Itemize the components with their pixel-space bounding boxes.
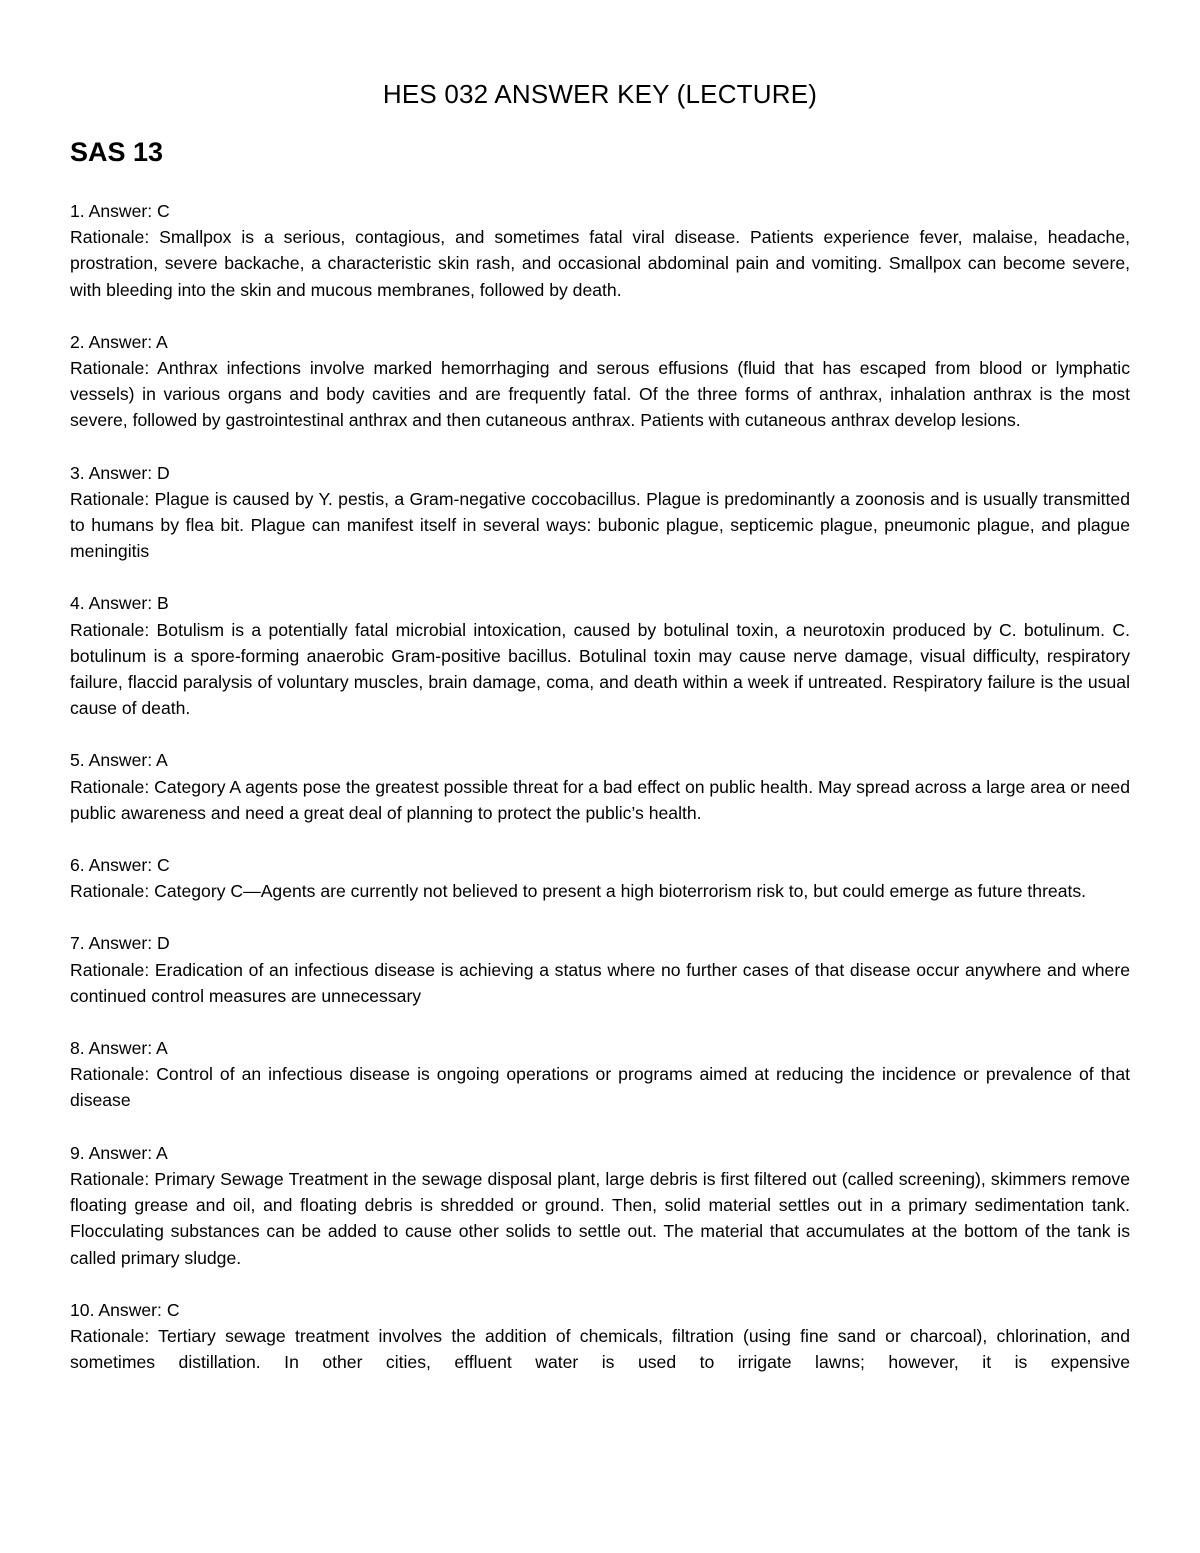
answer-item-5: [70, 747, 1130, 826]
answer-line: 7. Answer: D: [70, 933, 170, 954]
answer-line: 10. Answer: C: [70, 1299, 180, 1320]
answer-item-7: [70, 930, 1130, 1009]
rationale-text: Rationale: Control of an infectious disease is ongoing operations or programs aimed at reducing the incidence or prevalence of that disease: [70, 1064, 1130, 1111]
answer-item-8: [70, 1035, 1130, 1114]
answer-item-1: [70, 198, 1130, 303]
answer-line: 8. Answer: A: [70, 1038, 168, 1059]
answer-line: 4. Answer: B: [70, 593, 169, 614]
rationale-text: Rationale: Botulism is a potentially fatal microbial intoxication, caused by botulinal toxin, a neurotoxin produced by C. botulinum. C. botulinum is a spore-forming anaerobic Gram-positive bacillus. Botulinal toxin may cause nerve damage, visual difficulty, respiratory failure, flaccid paralysis of voluntary muscles, brain damage, coma, and death within a week if untreated. Respiratory failure is the usual cause of death.: [70, 619, 1130, 719]
answer-line: 2. Answer: A: [70, 331, 168, 352]
rationale-text: Rationale: Plague is caused by Y. pestis, a Gram-negative coccobacillus. Plague is predominantly a zoonosis and is usually transmitted to humans by flea bit. Plague can manifest itself in several ways: bubonic plague, septicemic plague, pneumonic plague, and plague meningitis: [70, 488, 1130, 562]
answer-item-4: [70, 590, 1130, 721]
rationale-text: Rationale: Category A agents pose the greatest possible threat for a bad effect on public health. May spread across a large area or need public awareness and need a great deal of planning to protect the public’s health.: [70, 776, 1130, 823]
answer-line: 1. Answer: C: [70, 201, 170, 221]
document-page: [70, 78, 1130, 1401]
answer-item-10: [70, 1297, 1130, 1376]
rationale-text: Rationale: Category C—Agents are currently not believed to present a high bioterrorism risk to, but could emerge as future threats.: [70, 881, 1087, 902]
document-title: HES 032 ANSWER KEY (LECTURE): [382, 79, 818, 109]
answer-list: [70, 198, 1130, 1375]
answer-line: 6. Answer: C: [70, 855, 170, 876]
answer-item-6: [70, 852, 1130, 904]
answer-line: 3. Answer: D: [70, 462, 170, 483]
rationale-text: Rationale: Tertiary sewage treatment involves the addition of chemicals, filtration (using fine sand or charcoal), chlorination, and sometimes distillation. In other cities, effluent water is used to irrigate lawns; however, it is expensive: [70, 1325, 1130, 1373]
answer-item-2: [70, 329, 1130, 434]
answer-item-3: [70, 460, 1130, 565]
answer-line: 5. Answer: A: [70, 750, 168, 771]
rationale-text: Rationale: Smallpox is a serious, contagious, and sometimes fatal viral disease. Patients experience fever, malaise, headache, prostration, severe backache, a characteristic skin rash, and occasional abdominal pain and vomiting. Smallpox can become severe, with bleeding into the skin and mucous membranes, followed by death.: [70, 227, 1130, 300]
answer-item-9: [70, 1140, 1130, 1271]
rationale-text: Rationale: Primary Sewage Treatment in the sewage disposal plant, large debris is first filtered out (called screening), skimmers remove floating grease and oil, and floating debris is shredded or ground. Then, solid material settles out in a primary sedimentation tank. Flocculating substances can be added to cause other solids to settle out. The material that accumulates at the bottom of the tank is called primary sludge.: [70, 1168, 1130, 1268]
rationale-text: Rationale: Anthrax infections involve marked hemorrhaging and serous effusions (fluid that has escaped from blood or lymphatic vessels) in various organs and body cavities and are frequently fatal. Of the three forms of anthrax, inhalation anthrax is the most severe, followed by gastrointestinal anthrax and then cutaneous anthrax. Patients with cutaneous anthrax develop lesions.: [70, 358, 1130, 431]
rationale-text: Rationale: Eradication of an infectious disease is achieving a status where no further cases of that disease occur anywhere and where continued control measures are unnecessary: [70, 959, 1130, 1006]
section-title: SAS 13: [70, 137, 164, 167]
answer-line: 9. Answer: A: [70, 1142, 168, 1163]
